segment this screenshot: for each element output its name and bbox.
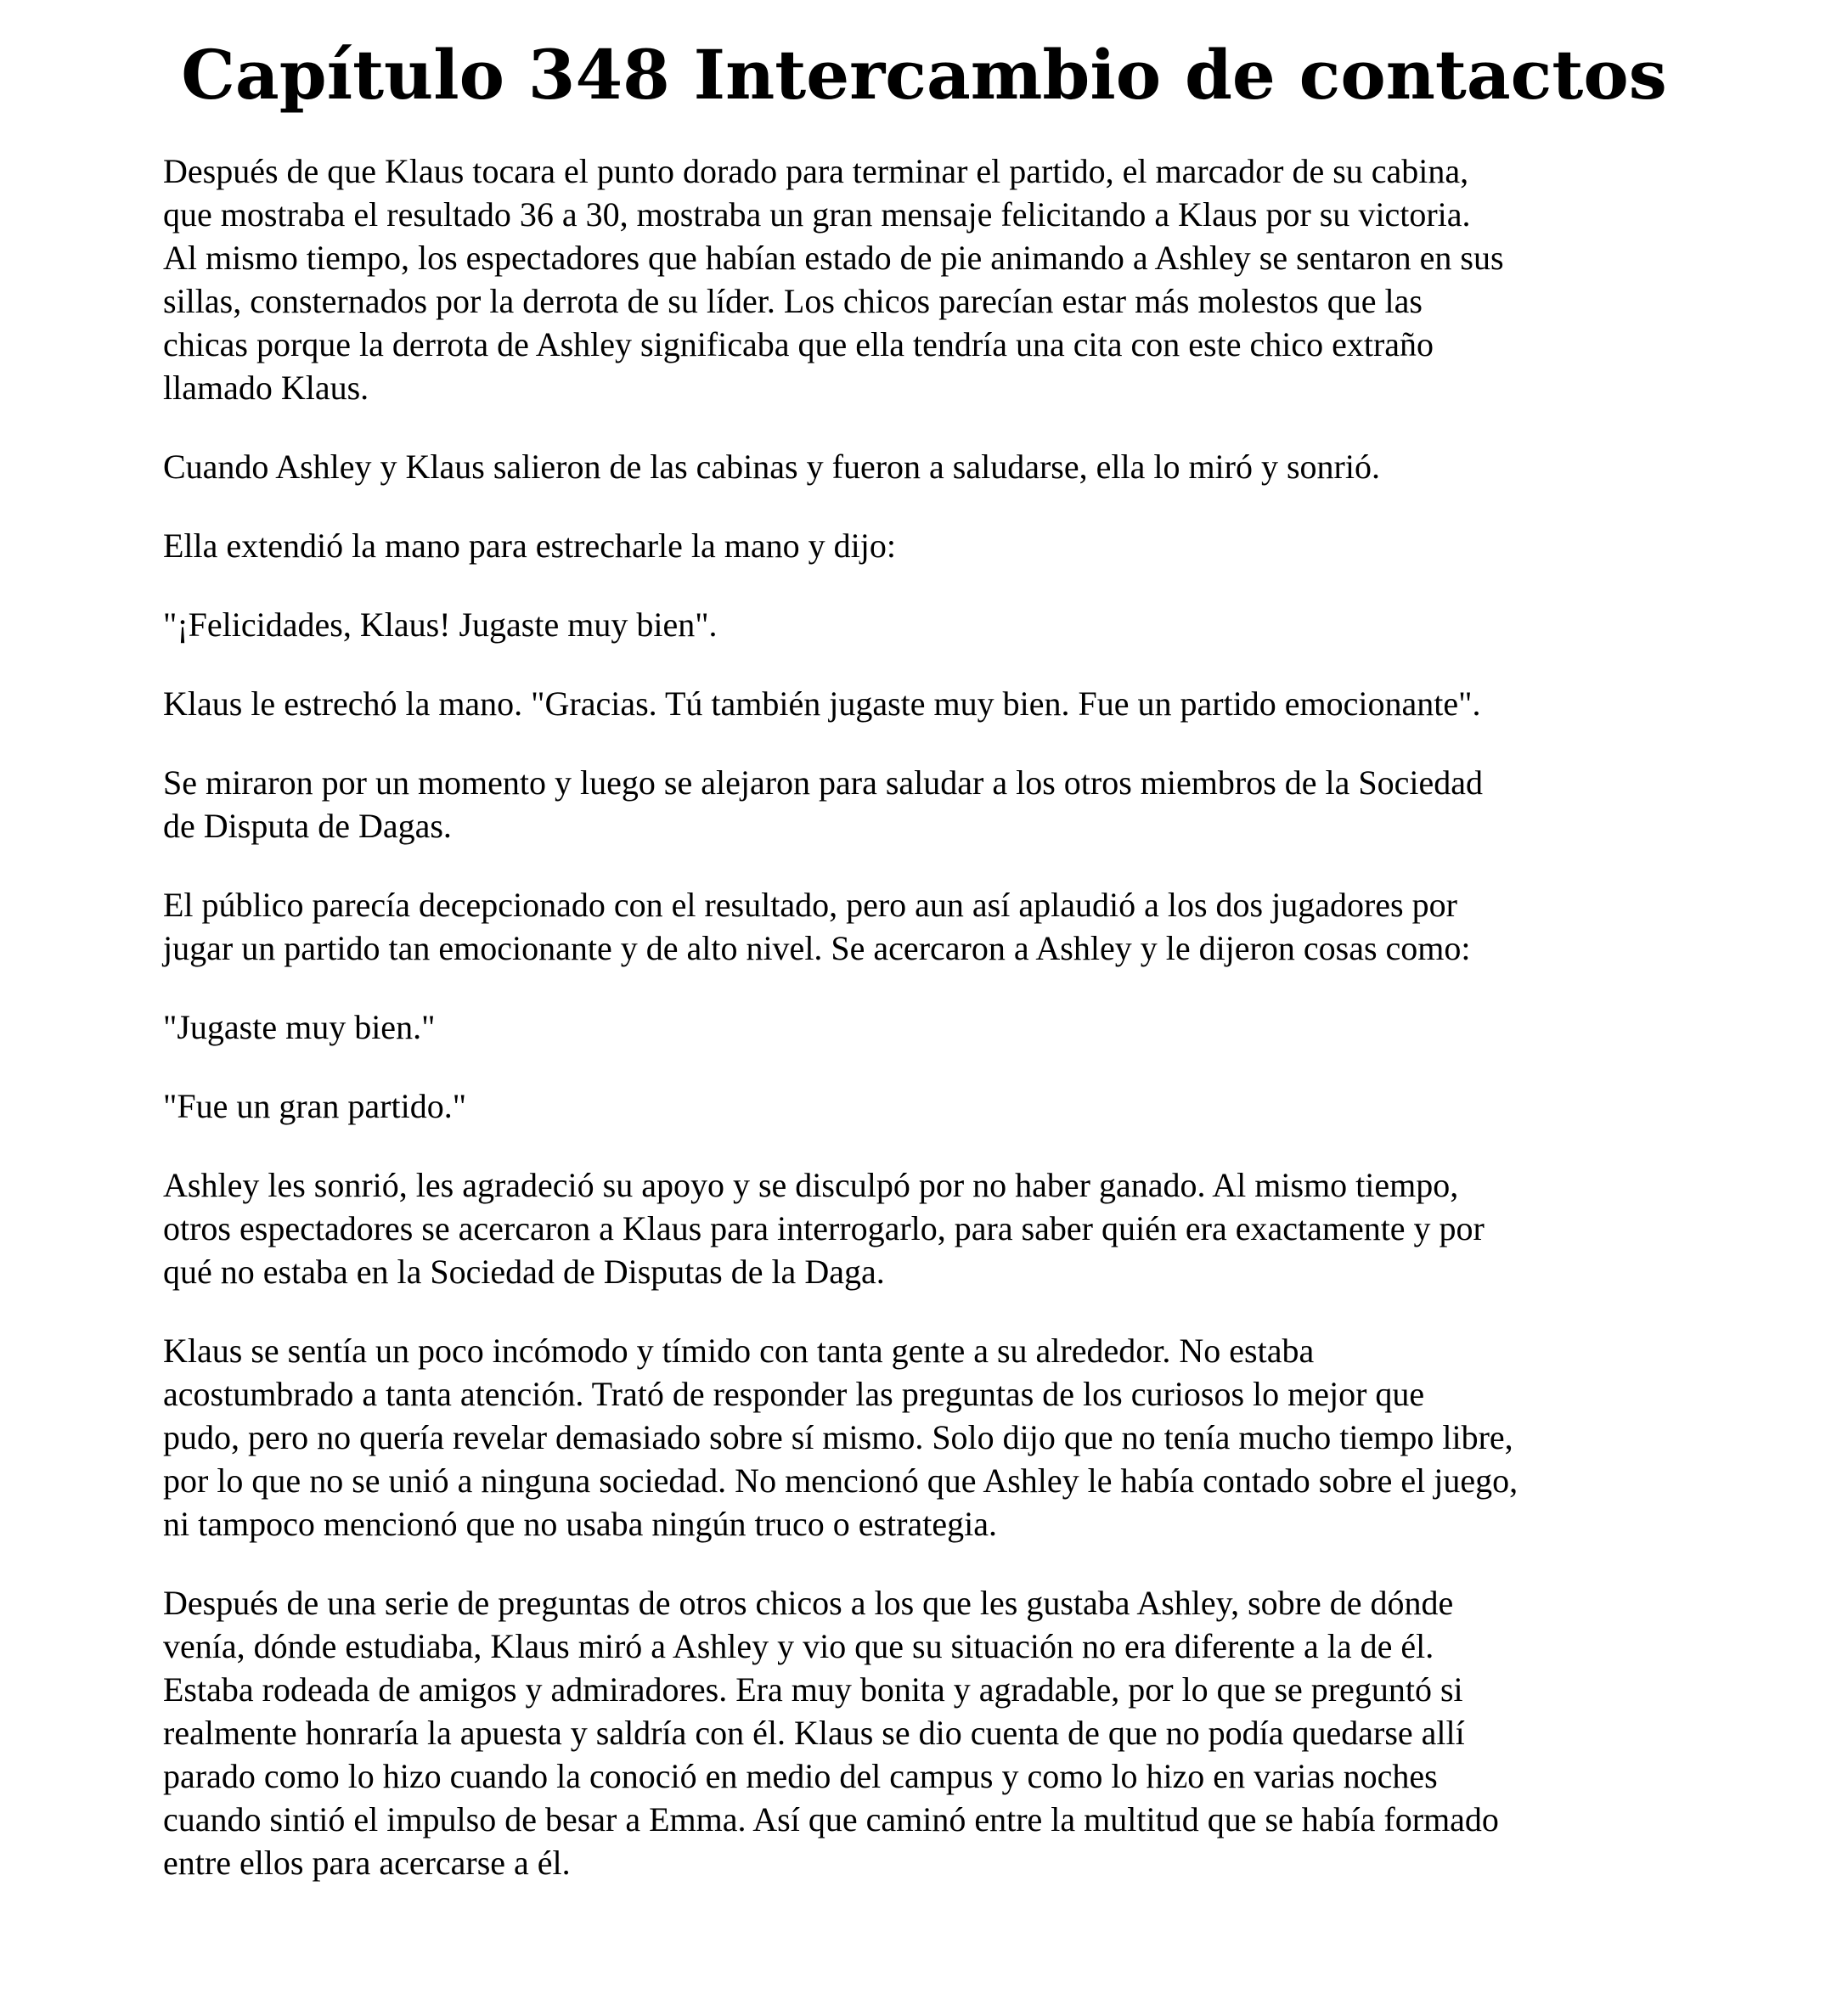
paragraph: Ashley les sonrió, les agradeció su apoyo y se disculpó por no haber ganado. Al mismo tiempo, otros espectadores se acercaron a Klaus para interrogarlo, para saber quién era exactamente y por qué no estaba en la Sociedad de Disputas de la Daga. [163, 1166, 1485, 1291]
paragraph: Ella extendió la mano para estrecharle la mano y dijo: [163, 526, 896, 565]
chapter-body [163, 149, 1717, 1920]
paragraph: Klaus se sentía un poco incómodo y tímido con tanta gente a su alrededor. No estaba acostumbrado a tanta atención. Trató de responder las preguntas de los curiosos lo mejor que pudo, pero no quería revelar demasiado sobre sí mismo. Solo dijo que no tenía mucho tiempo libre, por lo que no se unió a ninguna sociedad. No mencionó que Ashley le había contado sobre el juego, ni tampoco mencionó que no usaba ningún truco o estrategia. [163, 1332, 1518, 1543]
paragraph: Klaus le estrechó la mano. "Gracias. Tú también jugaste muy bien. Fue un partido emocionante". [163, 684, 1481, 723]
paragraph: "Fue un gran partido." [163, 1087, 467, 1125]
paragraph: "Jugaste muy bien." [163, 1008, 436, 1046]
paragraph: El público parecía decepcionado con el resultado, pero aun así aplaudió a los dos jugadores por jugar un partido tan emocionante y de alto nivel. Se acercaron a Ashley y le dijeron cosas como: [163, 886, 1471, 967]
paragraph: Después de una serie de preguntas de otros chicos a los que les gustaba Ashley, sobre de dónde venía, dónde estudiaba, Klaus miró a Ashley y vio que su situación no era diferente a la de él. Estaba rodeada de amigos y admiradores. Era muy bonita y agradable, por lo que se preguntó si realmente honraría la apuesta y saldría con él. Klaus se dio cuenta de que no podía quedarse allí parado como lo hizo cuando la conoció en medio del campus y como lo hizo en varias noches cuando sintió el impulso de besar a Emma. Así que caminó entre la multitud que se había formado entre ellos para acercarse a él. [163, 1584, 1499, 1882]
paragraph: Se miraron por un momento y luego se alejaron para saludar a los otros miembros de la Sociedad de Disputa de Dagas. [163, 763, 1484, 845]
paragraph: Después de que Klaus tocara el punto dorado para terminar el partido, el marcador de su cabina, que mostraba el resultado 36 a 30, mostraba un gran mensaje felicitando a Klaus por su victoria. Al mismo tiempo, los espectadores que habían estado de pie animando a Ashley se sentaron en sus sillas, consternados por la derrota de su líder. Los chicos parecían estar más molestos que las chicas porque la derrota de Ashley significaba que ella tendría una cita con este chico extraño llamado Klaus. [163, 152, 1504, 407]
paragraph: "¡Felicidades, Klaus! Jugaste muy bien". [163, 605, 718, 644]
chapter-title: Capítulo 348 Intercambio de contactos [181, 35, 1667, 115]
paragraph: Cuando Ashley y Klaus salieron de las cabinas y fueron a saludarse, ella lo miró y sonrió. [163, 448, 1380, 486]
